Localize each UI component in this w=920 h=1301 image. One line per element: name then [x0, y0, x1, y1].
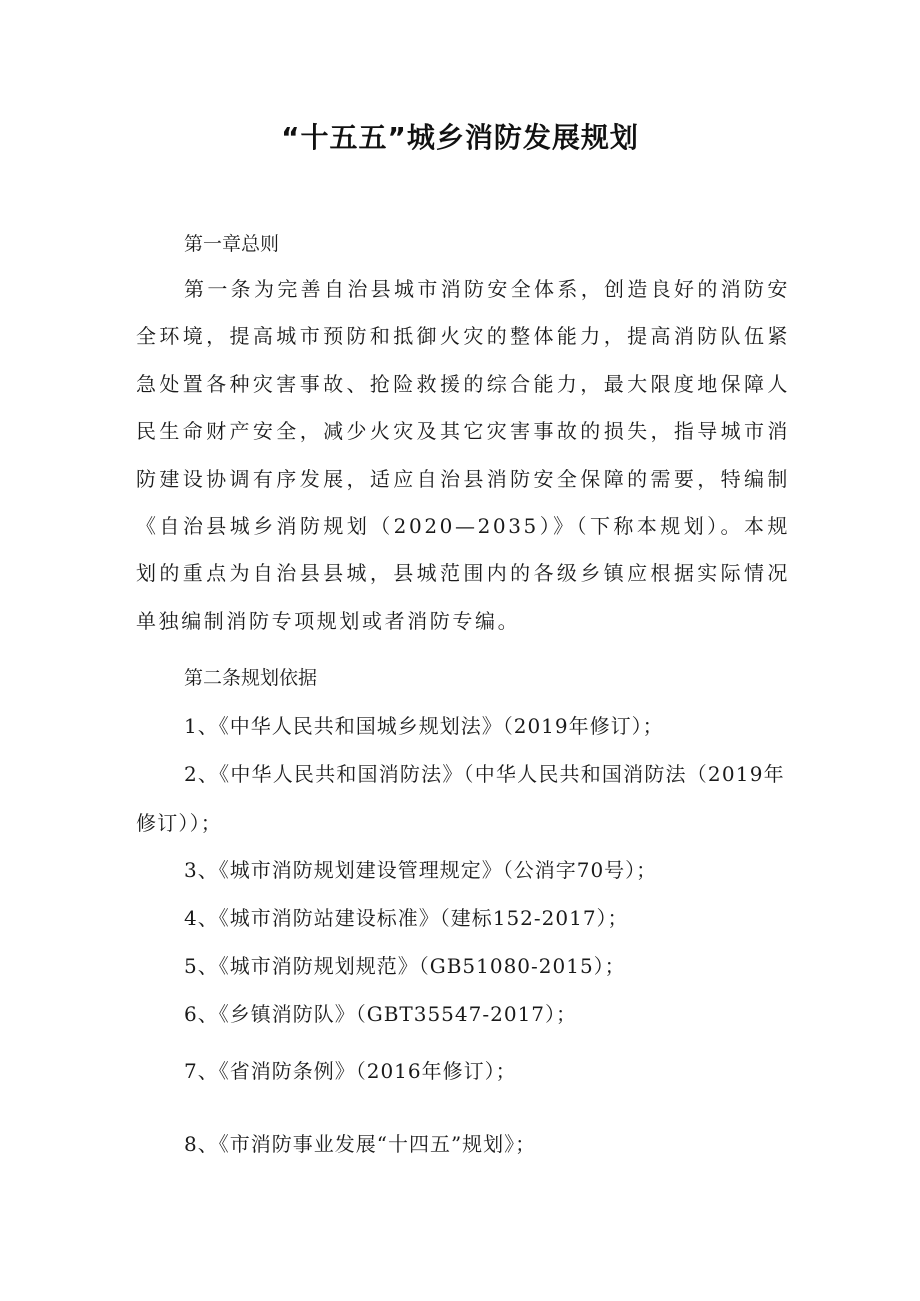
- basis-item-7: 7、《省消防条例》（2016年修订）；: [184, 1059, 517, 1083]
- basis-item-4: 4、《城市消防站建设标准》（建标152-2017）；: [184, 906, 629, 930]
- article-2-heading: 第二条规划依据: [184, 667, 318, 689]
- chapter-heading: 第一章总则: [184, 233, 280, 255]
- basis-item-5: 5、《城市消防规划规范》（GB51080-2015）；: [184, 954, 626, 978]
- document-title: “十五五”城乡消防发展规划: [281, 121, 639, 154]
- basis-item-6: 6、《乡镇消防队》（GBT35547-2017）；: [184, 1002, 578, 1026]
- basis-item-2: 2、《中华人民共和国消防法》（中华人民共和国消防法（2019年修订））；: [136, 762, 785, 835]
- basis-item-8: 8、《市消防事业发展“十四五”规划》；: [184, 1132, 537, 1156]
- basis-item-1: 1、《中华人民共和国城乡规划法》（2019年修订）；: [184, 714, 664, 738]
- basis-item-3: 3、《城市消防规划建设管理规定》（公消字70号）；: [184, 858, 658, 882]
- article-1-paragraph: 第一条为完善自治县城市消防安全体系，创造良好的消防安全环境，提高城市预防和抵御火灾的整体能力，提高消防队伍紧急处置各种灾害事故、抢险救援的综合能力，最大限度地保障人民生命财产安全，减少火灾及其它灾害事故的损失，指导城市消防建设协调有序发展，适应自治县消防安全保障的需要，特编制《自治县城乡消防规划（2020—2035）》（下称本规划）。本规划的重点为自治县县城，县城范围内的各级乡镇应根据实际情况单独编制消防专项规划或者消防专编。: [136, 277, 790, 633]
